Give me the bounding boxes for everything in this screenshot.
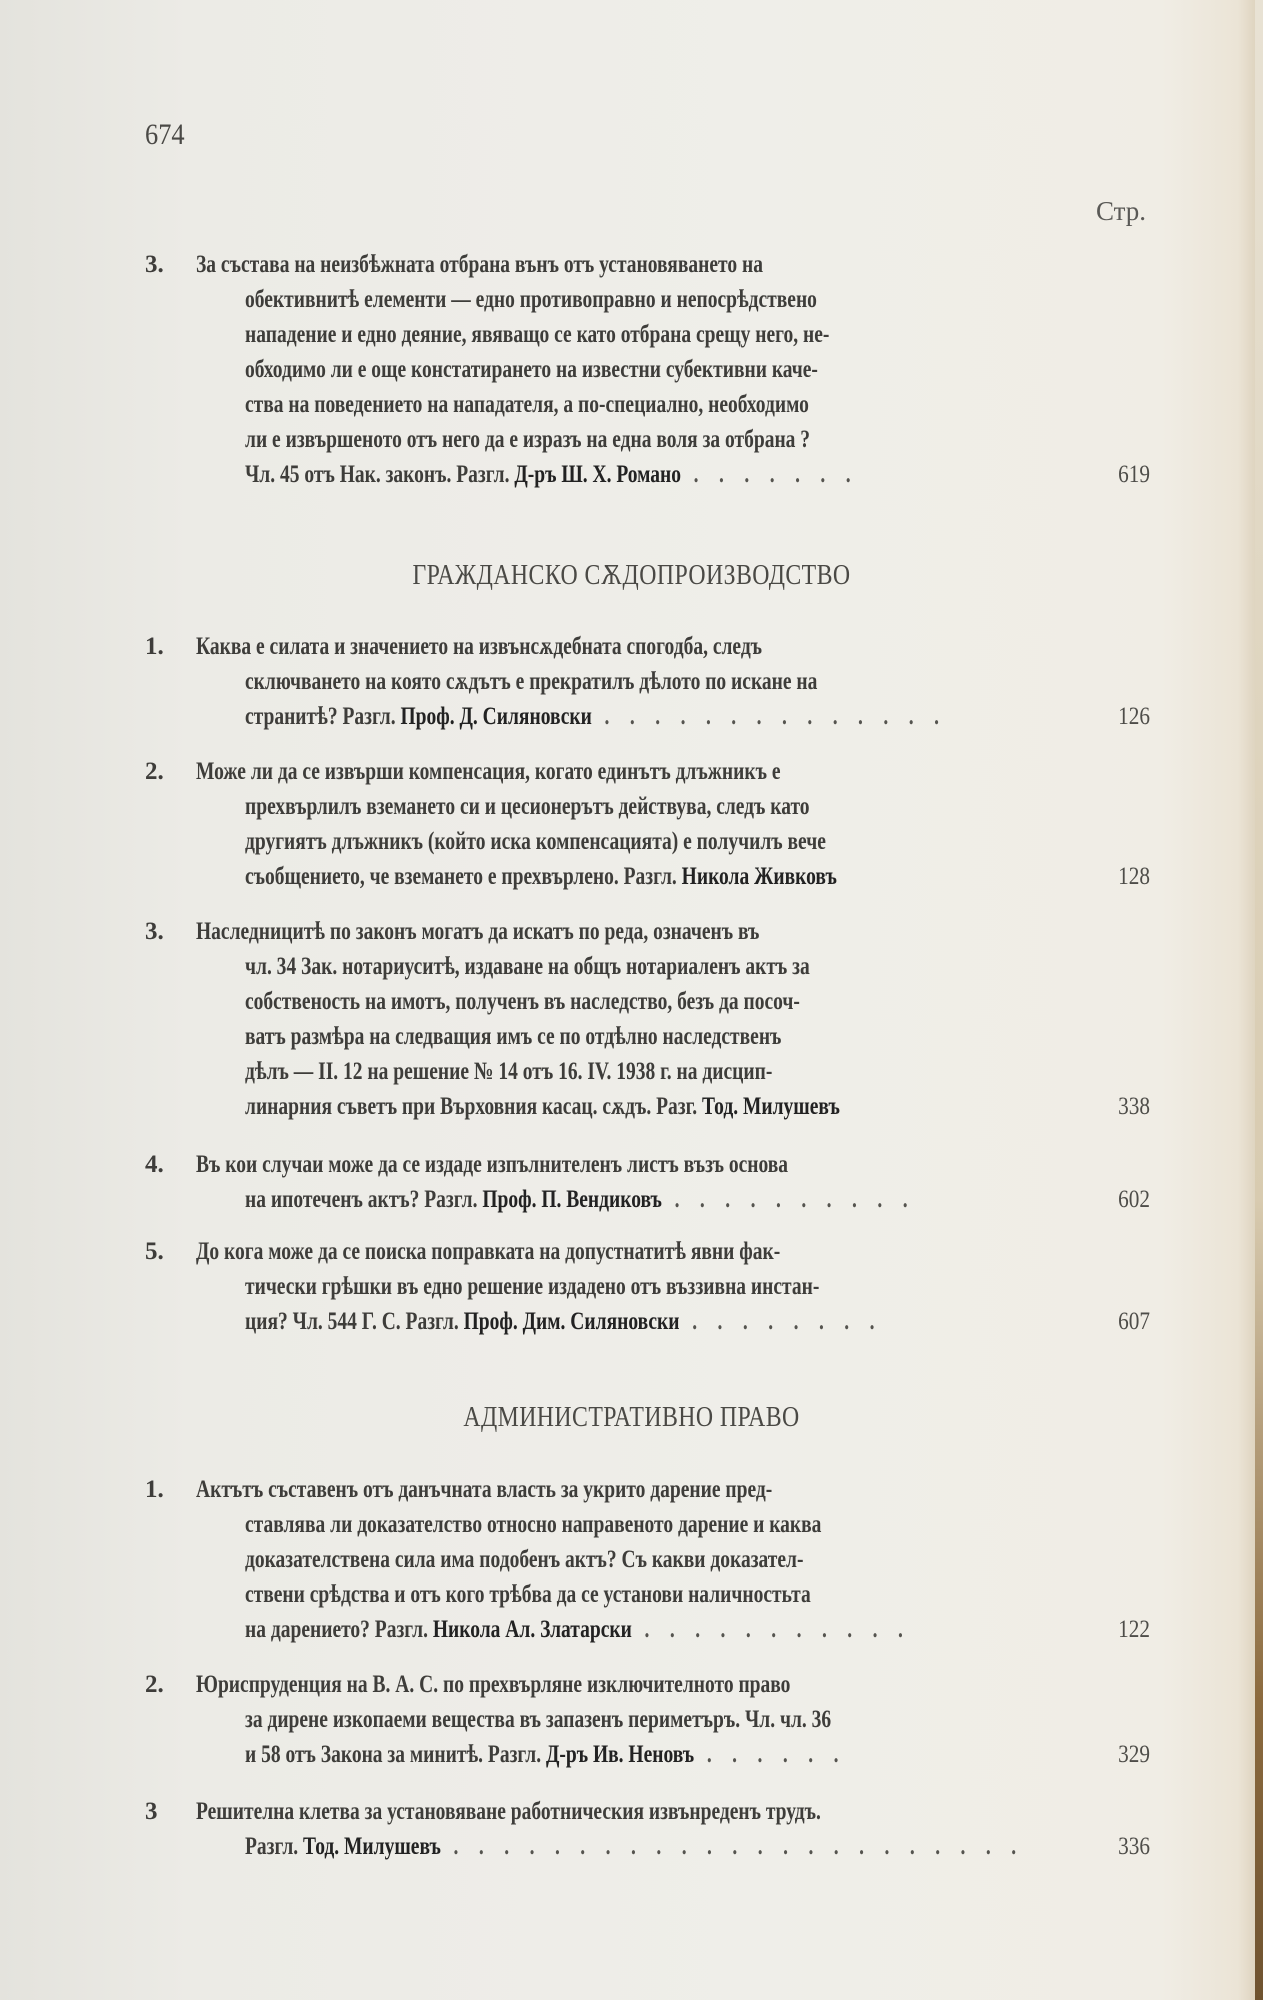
- entry-text-line: Може ли да се извърши компенсация, когато единътъ длъжникъ е: [196, 758, 781, 785]
- section-heading: ГРАЖДАНСКО СѪДОПРОИЗВОДСТВО: [412, 560, 851, 591]
- book-edge: [1255, 0, 1263, 2000]
- dot-leader: . . . . . . . .: [679, 1308, 883, 1335]
- entry-text-line: Наследницитѣ по законъ могатъ да искатъ по реда, означенъ въ: [196, 918, 760, 945]
- entry-page-number: 122: [1118, 1616, 1150, 1643]
- entry-text-line: Актътъ съставенъ отъ данъчната власть за укрито дарение пред-: [196, 1476, 773, 1503]
- entry-number: 2.: [145, 1671, 164, 1698]
- entry-text-line: доказателствена сила има подобенъ актъ? Съ какви доказател-: [245, 1546, 804, 1573]
- entry-number: 1.: [145, 633, 164, 660]
- entry-page-number: 607: [1118, 1308, 1150, 1335]
- entry-page-number: 336: [1118, 1833, 1150, 1860]
- entry-reference: на ипотеченъ актъ? Разгл.: [245, 1186, 483, 1213]
- dot-leader: . . . . . .: [694, 1741, 847, 1768]
- dot-leader: . . . . . . . . . . . . . . . . . . . . . . .: [440, 1833, 1024, 1860]
- entry-page-number: 338: [1118, 1093, 1150, 1120]
- entry-page-number: 619: [1118, 461, 1150, 488]
- entry-reference: съобщението, че вземането е прехвърлено. Разгл.: [245, 863, 682, 890]
- entry-author: Проф. Д. Силяновски: [400, 703, 592, 730]
- entry-text-line: ли е извършеното отъ него да е изразъ на една воля за отбрана ?: [245, 426, 811, 453]
- entry-text-line: За състава на неизбѣжната отбрана вънъ отъ установяването на: [196, 251, 763, 278]
- section-heading: АДМИНИСТРАТИВНО ПРАВО: [463, 1402, 800, 1433]
- entry-text-line: обходимо ли е още констатирането на известни субективни каче-: [245, 356, 818, 383]
- entry-text-line: сключването на която сѫдътъ е прекратилъ дѣлото по искане на: [245, 668, 818, 695]
- entry-text-line: другиятъ длъжникъ (който иска компенсацията) е получилъ вече: [245, 828, 826, 855]
- entry-text-line: Въ кои случаи може да се издаде изпълнителенъ листъ възъ основа: [196, 1151, 789, 1178]
- page-column-header: Стр.: [1096, 196, 1147, 226]
- entry-author: Д-ръ Ив. Неновъ: [545, 1741, 695, 1768]
- entry-last-line: [245, 1832, 1024, 1862]
- entry-last-line: [245, 862, 837, 892]
- entry-reference: Разгл.: [245, 1833, 304, 1860]
- entry-text-line: нападение и едно деяние, явяващо се като отбрана срещу него, не-: [245, 321, 830, 348]
- dot-leader: . . . . . . .: [681, 461, 859, 488]
- entry-number: 2.: [145, 758, 164, 785]
- entry-number: 4.: [145, 1151, 164, 1178]
- entry-author: Проф. П. Вендиковъ: [482, 1186, 662, 1213]
- entry-text-line: До кога може да се поиска поправката на допустнатитѣ явни фак-: [196, 1238, 781, 1265]
- dot-leader: . . . . . . . . . .: [661, 1186, 916, 1213]
- entry-author: Тод. Милушевъ: [702, 1093, 840, 1120]
- entry-author: Тод. Милушевъ: [303, 1833, 441, 1860]
- entry-text-line: Решителна клетва за установяване работническия извънреденъ трудъ.: [196, 1798, 821, 1825]
- entry-author: Проф. Дим. Силяновски: [463, 1308, 680, 1335]
- entry-number: 5.: [145, 1238, 164, 1265]
- entry-text-line: прехвърлилъ вземането си и цесионерътъ действува, следъ като: [245, 793, 810, 820]
- entry-reference: Чл. 45 отъ Нак. законъ. Разгл.: [245, 461, 515, 488]
- entry-text-line: чл. 34 Зак. нотариуситѣ, издаване на общъ нотариаленъ актъ за: [245, 953, 810, 980]
- entry-author: Д-ръ Ш. Х. Романо: [514, 461, 682, 488]
- entry-page-number: 329: [1118, 1741, 1150, 1768]
- entry-text-line: ства на поведението на нападателя, а по-специално, необходимо: [245, 391, 809, 418]
- entry-text-line: ставлява ли доказателство относно направеното дарение и каква: [245, 1511, 822, 1538]
- entry-page-number: 126: [1118, 703, 1150, 730]
- entry-text-line: Каква е силата и значението на извънсѫдебната спогодба, следъ: [196, 633, 763, 660]
- entry-last-line: [245, 1740, 846, 1770]
- entry-author: Никола Живковъ: [681, 863, 837, 890]
- entry-last-line: [245, 460, 858, 490]
- entry-reference: линарния съветъ при Върховния касац. сѫдъ. Разг.: [245, 1093, 703, 1120]
- entry-last-line: [245, 1092, 840, 1122]
- entry-page-number: 128: [1118, 863, 1150, 890]
- entry-number: 1.: [145, 1476, 164, 1503]
- entry-text-line: обективнитѣ елементи — едно противоправно и непосрѣдствено: [245, 286, 817, 313]
- entry-last-line: [245, 1307, 882, 1337]
- page-number: 674: [145, 118, 185, 151]
- entry-text-line: дѣлъ — II. 12 на решение № 14 отъ 16. IV. 1938 г. на дисцип-: [245, 1058, 773, 1085]
- entry-reference: ция? Чл. 544 Г. С. Разгл.: [245, 1308, 464, 1335]
- entry-reference: на дарението? Разгл.: [245, 1616, 433, 1643]
- entry-text-line: собственость на имотъ, полученъ въ наследство, безъ да посоч-: [245, 988, 800, 1015]
- entry-text-line: за дирене изкопаеми вещества въ запазенъ периметъръ. Чл. чл. 36: [245, 1706, 832, 1733]
- entry-text-line: Юриспруденция на В. А. С. по прехвърляне изключителното право: [196, 1671, 791, 1698]
- entry-page-number: 602: [1118, 1186, 1150, 1213]
- entry-last-line: [245, 1185, 915, 1215]
- entry-number: 3.: [145, 918, 164, 945]
- entry-text-line: тически грѣшки въ едно решение издадено отъ въззивна инстан-: [245, 1273, 820, 1300]
- entry-author: Никола Ал. Златарски: [432, 1616, 632, 1643]
- entry-text-line: ватъ размѣра на следващия имъ се по отдѣлно наследственъ: [245, 1023, 782, 1050]
- entry-reference: странитѣ? Разгл.: [245, 703, 401, 730]
- entry-text-line: ствени срѣдства и отъ кого трѣбва да се установи наличностьта: [245, 1581, 811, 1608]
- entry-number: 3: [145, 1798, 158, 1825]
- dot-leader: . . . . . . . . . . . . . .: [591, 703, 947, 730]
- entry-number: 3.: [145, 251, 164, 278]
- entry-last-line: [245, 702, 947, 732]
- entry-reference: и 58 отъ Закона за минитѣ. Разгл.: [245, 1741, 546, 1768]
- dot-leader: . . . . . . . . . . .: [631, 1616, 911, 1643]
- entry-last-line: [245, 1615, 911, 1645]
